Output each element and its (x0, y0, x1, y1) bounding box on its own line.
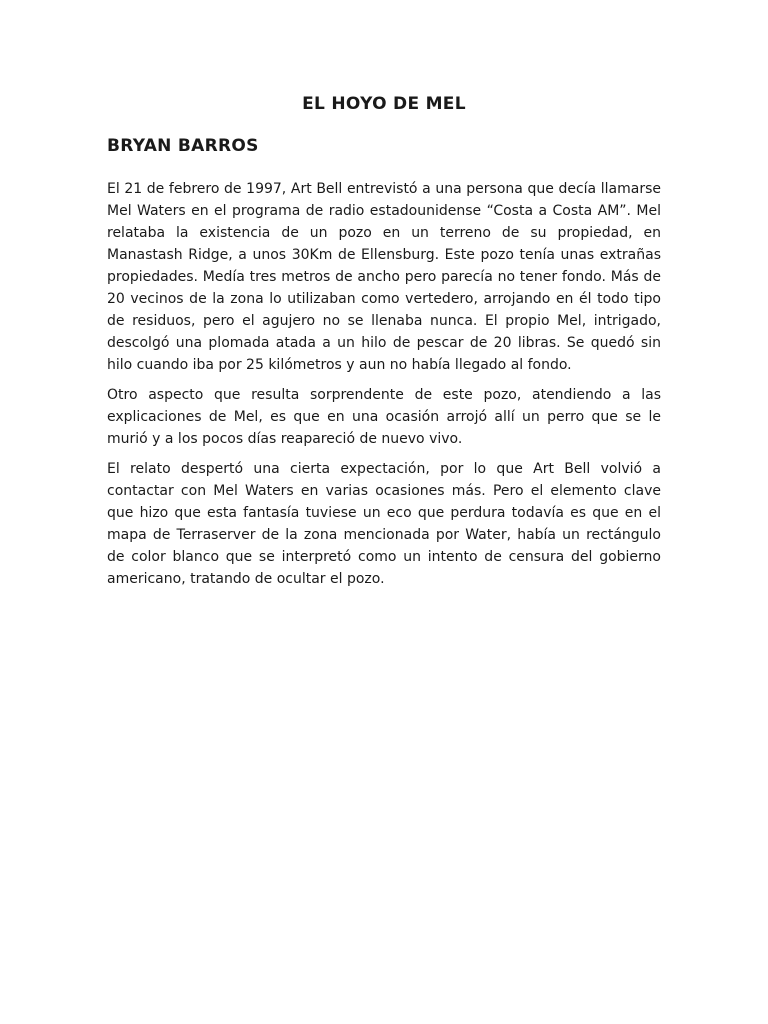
document-author: BRYAN BARROS (107, 136, 259, 156)
body-paragraph-2: Otro aspecto que resulta sorprendente de este pozo, atendiendo a las explicaciones de Mel, es que en una ocasión arrojó allí un perro que se le murió y a los pocos días reapareció de nuevo vivo. (107, 387, 661, 447)
body-paragraph-3: El relato despertó una cierta expectación, por lo que Art Bell volvió a contactar con Mel Waters en varias ocasiones más. Pero el elemento clave que hizo que esta fantasía tuviese un eco que perdura todavía es que en el mapa de Terraserver de la zona mencionada por Water, había un rectángulo de color blanco que se interpretó como un intento de censura del gobierno americano, tratando de ocultar el pozo. (107, 461, 661, 587)
document-title: EL HOYO DE MEL (302, 94, 466, 114)
document-body (107, 178, 661, 598)
body-paragraph-1: El 21 de febrero de 1997, Art Bell entrevistó a una persona que decía llamarse Mel Waters en el programa de radio estadounidense “Costa a Costa AM”. Mel relataba la existencia de un pozo en un terreno de su propiedad, en Manastash Ridge, a unos 30Km de Ellensburg. Este pozo tenía unas extrañas propiedades. Medía tres metros de ancho pero parecía no tener fondo. Más de 20 vecinos de la zona lo utilizaban como vertedero, arrojando en él todo tipo de residuos, pero el agujero no se llenaba nunca. El propio Mel, intrigado, descolgó una plomada atada a un hilo de pescar de 20 libras. Se quedó sin hilo cuando iba por 25 kilómetros y aun no había llegado al fondo. (107, 181, 661, 373)
